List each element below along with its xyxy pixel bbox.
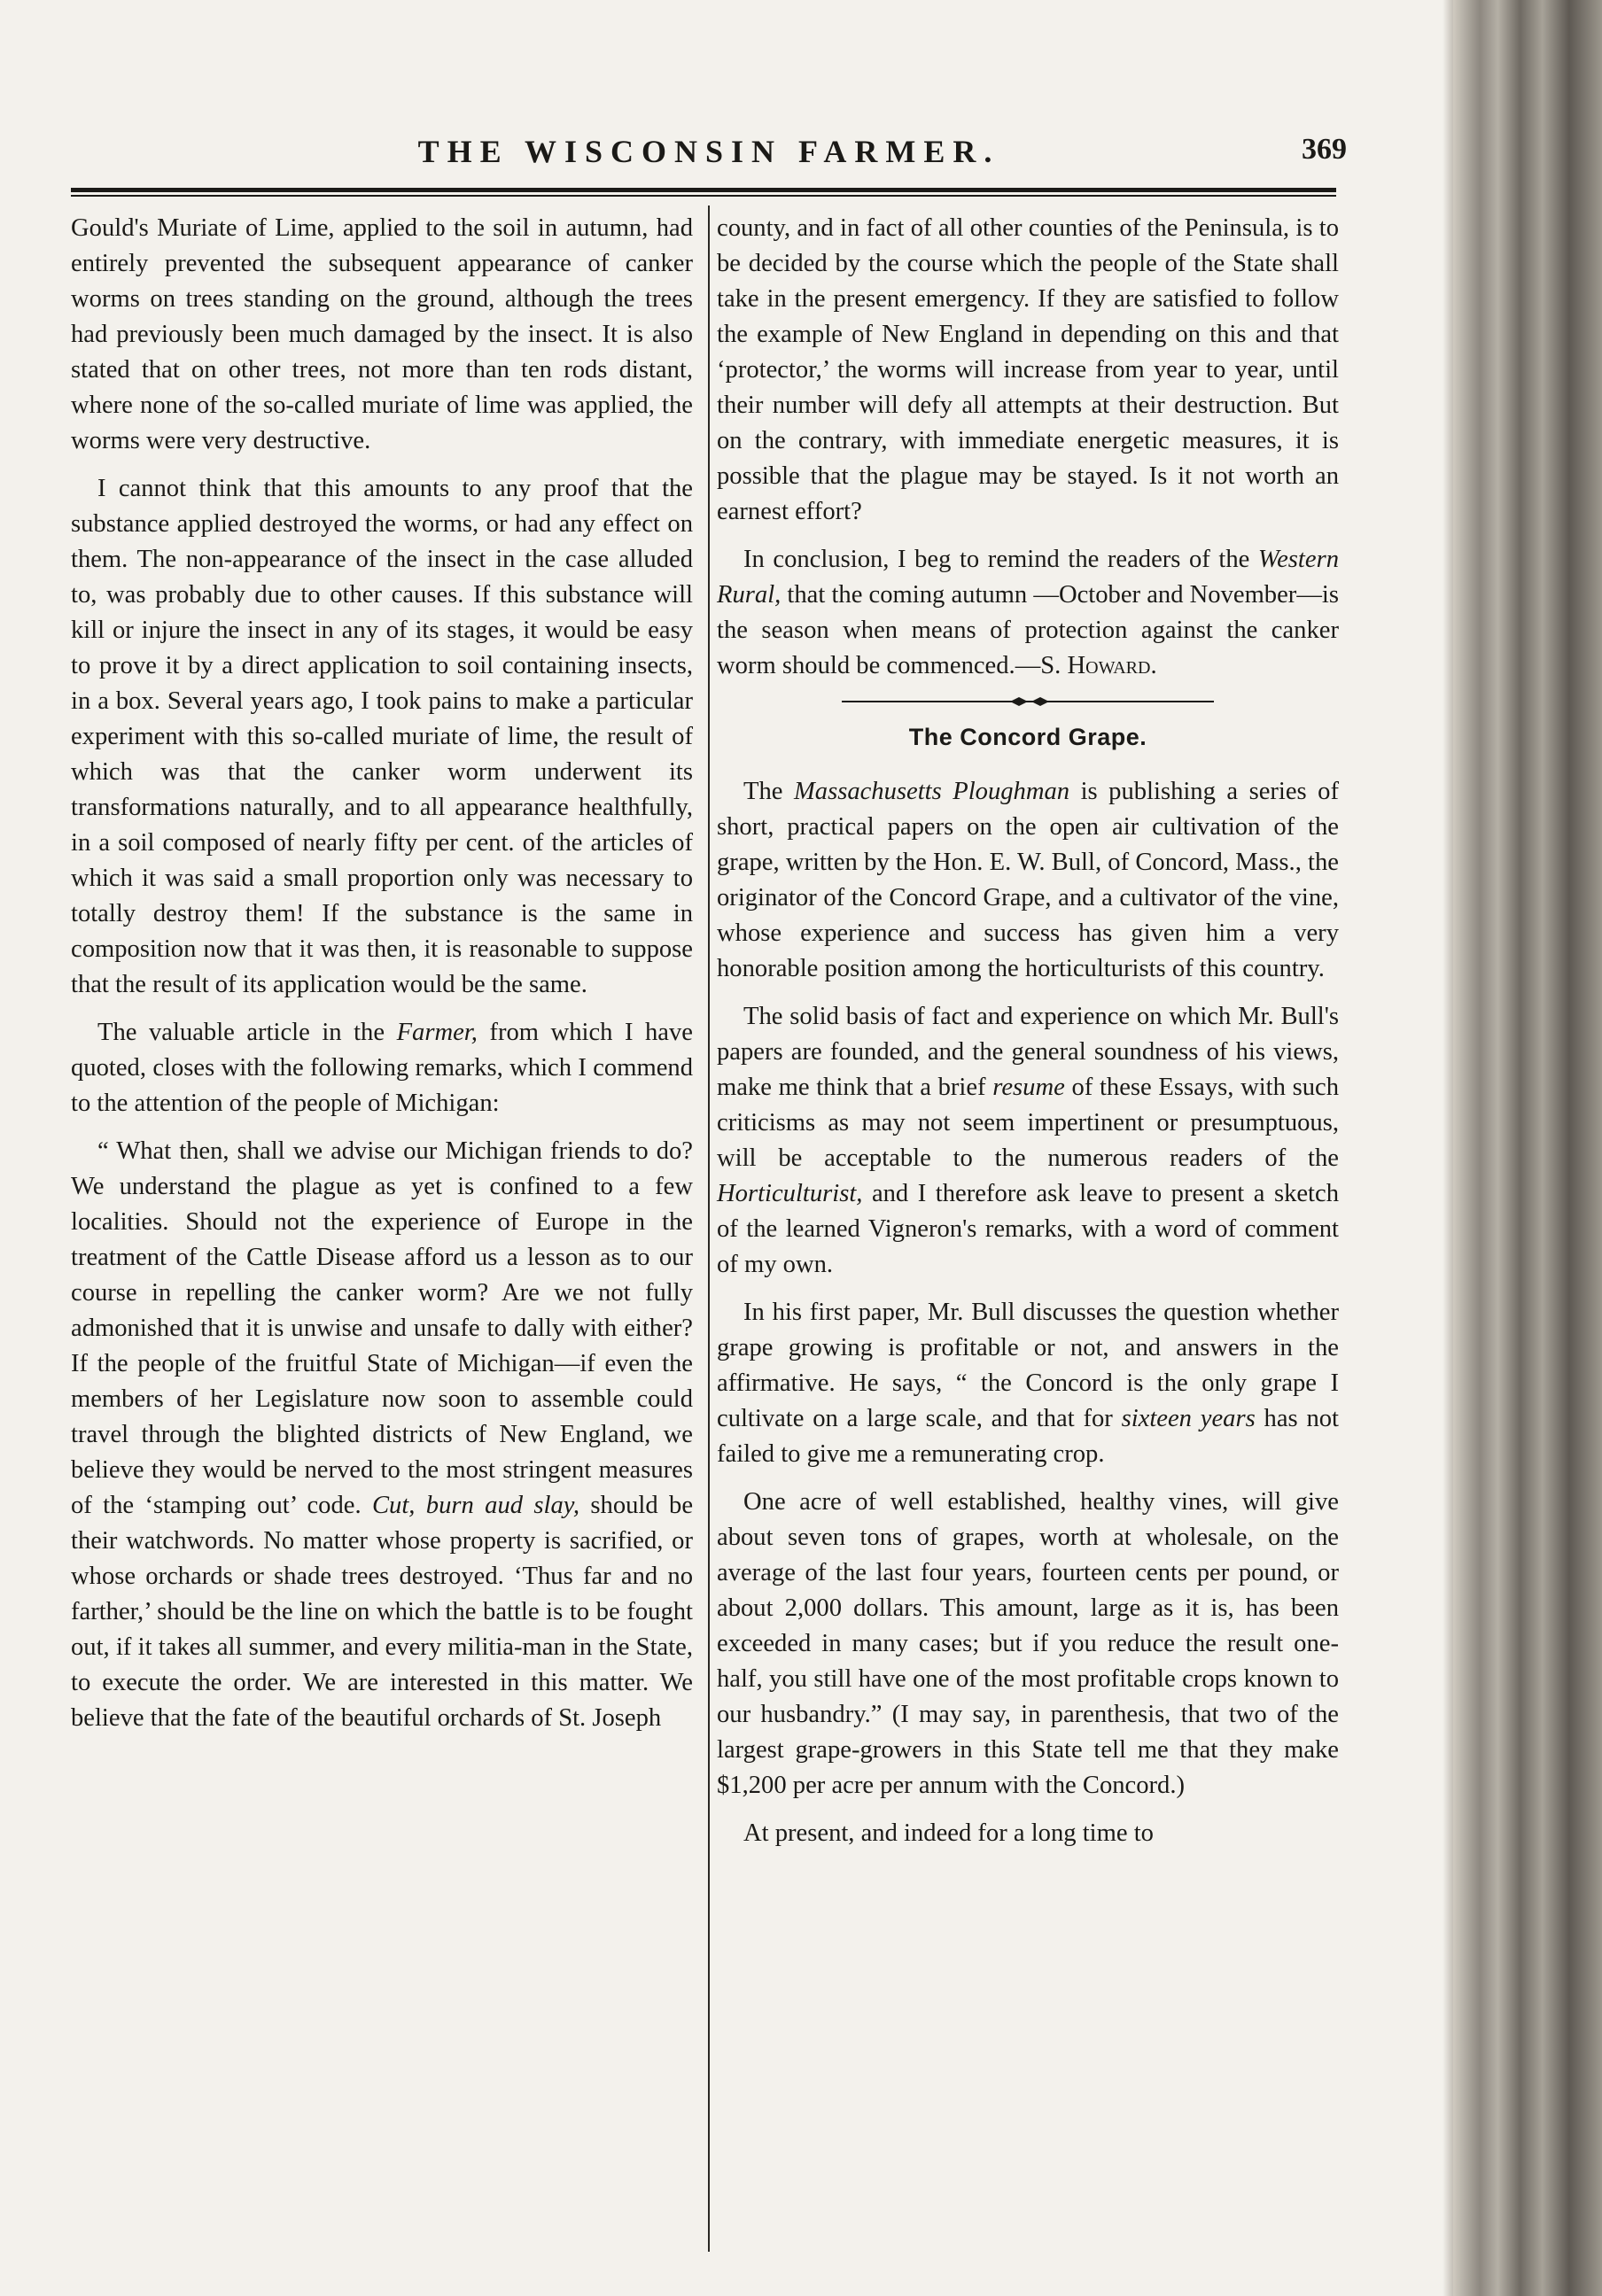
periodical-name: Massachusetts Ploughman <box>793 778 1070 805</box>
page-number: 369 <box>1302 133 1347 166</box>
emphasis-text: sixteen years <box>1121 1405 1256 1432</box>
periodical-name: Western Rural, <box>717 546 1339 609</box>
paragraph: One acre of well established, healthy vines, will give about seven tons of grapes, worth at wholesale, on the average of the last four years, fourteen cents per pound, or about 2,000 dollars. This amount, large as it is, has been exceeded in many cases; but if you reduce the result one-half, you still have one of the most profitable crops known to our husbandry.” (I may say, in parenthesis, that two of the largest grape-growers in this State tell me that they make $1,200 per acre per annum with the Concord.) <box>717 1488 1339 1799</box>
paragraph: The valuable article in the Farmer, from which I have quoted, closes with the following remarks, which I commend to the attention of the people of Michigan: <box>71 1019 693 1117</box>
periodical-title: THE WISCONSIN FARMER. <box>417 134 1000 169</box>
right-column <box>717 211 1339 1864</box>
column-divider <box>708 206 710 2252</box>
quoted-paragraph-continued: county, and in fact of all other counties of the Peninsula, is to be decided by the course which the people of the State shall take in the present emergency. If they are satisfied to follow the example of New England in depending on this and that ‘protector,’ the worms will increase from year to year, until their number will defy all attempts at their destruction. But on the contrary, with immediate energetic measures, it is possible that the plague may be stayed. Is it not worth an earnest effort? <box>717 214 1339 525</box>
section-divider-ornament <box>842 696 1214 707</box>
running-header <box>71 133 1347 177</box>
emphasis-text: resume <box>992 1074 1065 1101</box>
author-signature: Howard. <box>1067 652 1157 679</box>
paragraph: In conclusion, I beg to remind the readers of the Western Rural, that the coming autumn —October and November—is the season when means of protection against the canker worm should be commenced.—S. Howard. <box>717 546 1339 679</box>
emphasis-text: Cut, burn aud slay, <box>371 1492 580 1519</box>
paragraph: At present, and indeed for a long time to <box>743 1819 1154 1847</box>
header-rule-thin <box>71 195 1336 197</box>
paragraph: The Massachusetts Ploughman is publishing a series of short, practical papers on the open air cultivation of the grape, written by the Hon. E. W. Bull, of Concord, Mass., the originator of the Concord Grape, and a cultivator of the vine, whose experience and success has given him a very honorable position among the horticulturists of this country. <box>717 778 1340 982</box>
paragraph: The solid basis of fact and experience on which Mr. Bull's papers are founded, and the general soundness of his views, make me think that a brief resume of these Essays, with such criticisms as may not seem impertinent or presumptuous, will be acceptable to the numerous readers of the Horticulturist, and I therefore ask leave to present a sketch of the learned Vigneron's remarks, with a word of comment of my own. <box>717 1003 1339 1278</box>
section-title: The Concord Grape. <box>908 724 1147 750</box>
header-rule-thick <box>71 188 1336 192</box>
paragraph: I cannot think that this amounts to any proof that the substance applied destroyed the worms, or had any effect on them. The non-appearance of the insect in the case alluded to, was probably due to other causes. If this substance will kill or injure the insect in any of its stages, it would be easy to prove it by a direct application to soil containing insects, in a box. Several years ago, I took pains to make a particular experiment with this so-called muriate of lime, the result of which was that the canker worm underwent its transformations naturally, and to all appearance healthfully, in a soil composed of nearly fifty per cent. of the articles of which it was said a small proportion only was necessary to totally destroy them! If the substance is the same in composition now that it was then, it is reasonable to suppose that the result of its application would be the same. <box>71 475 693 998</box>
periodical-name: Farmer, <box>396 1019 478 1046</box>
left-column <box>71 211 693 1736</box>
paragraph: Gould's Muriate of Lime, applied to the soil in autumn, had entirely prevented the subsequent appearance of canker worms on trees standing on the ground, although the trees had previously been much damaged by the insect. It is also stated that on other trees, not more than ten rods distant, where none of the so-called muriate of lime was applied, the worms were very destructive. <box>71 214 693 454</box>
quoted-paragraph: “ What then, shall we advise our Michigan friends to do? We understand the plague as yet is confined to a few localities. Should not the experience of Europe in the treatment of the Cattle Disease afford us a lesson as to our course in repelling the canker worm? Are we not fully admonished that it is unwise and unsafe to dally with either? If the people of the fruitful State of Michigan—if even the members of her Legislature now soon to assemble could travel through the blighted districts of New England, we believe they would be nerved to the most stringent measures of the ‘stamping out’ code. Cut, burn aud slay, should be their watchwords. No matter whose property is sacrified, or whose orchards or shade trees destroyed. ‘Thus far and no farther,’ should be the line on which the battle is to be fought out, if it takes all summer, and every militia-man in the State, to execute the order. We are interested in this matter. We believe that the fate of the beautiful orchards of St. Joseph <box>71 1137 694 1732</box>
periodical-name: Horticulturist, <box>717 1180 863 1207</box>
book-spine <box>1453 0 1602 2296</box>
paragraph: In his first paper, Mr. Bull discusses the question whether grape growing is profitable or not, and answers in the affirmative. He says, “ the Concord is the only grape I cultivate on a large scale, and that for sixteen years has not failed to give me a remunerating crop. <box>717 1299 1339 1468</box>
